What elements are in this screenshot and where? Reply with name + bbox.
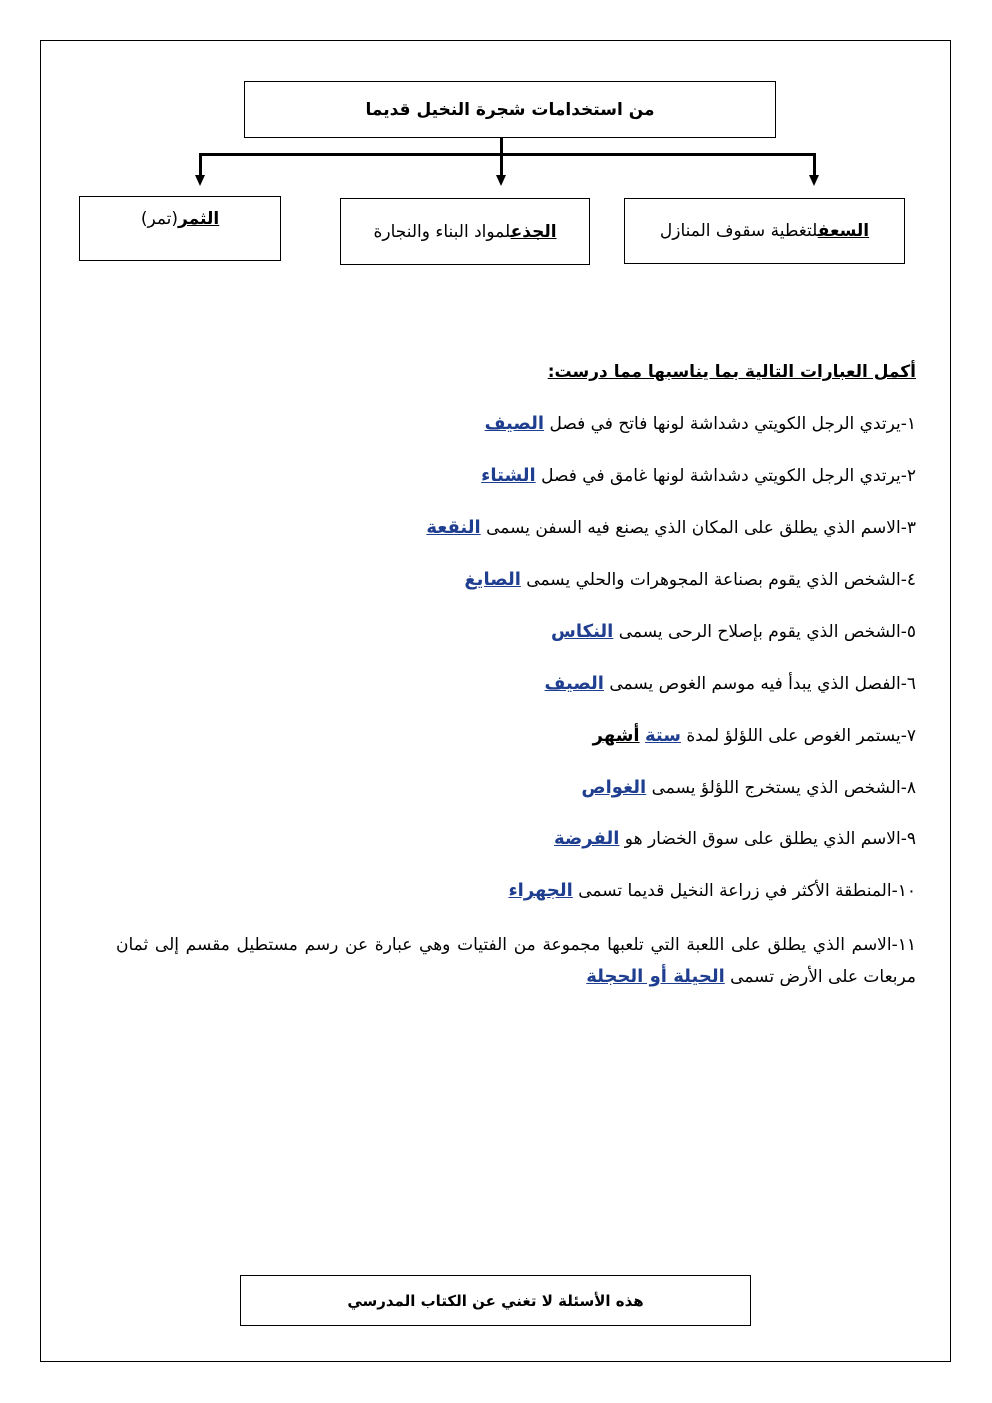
exercise-heading: أكمل العبارات التالية بما يناسبها مما درست: [547, 362, 916, 382]
footer-note: هذه الأسئلة لا تغني عن الكتاب المدرسي [347, 1291, 644, 1310]
use-text: لمواد البناء والنجارة [373, 221, 511, 242]
question-answer: الغواص [581, 777, 647, 798]
question-answer: النقعة [426, 517, 481, 538]
question-8 [581, 777, 916, 798]
use-keyword: الجذع [510, 221, 557, 242]
question-10 [508, 880, 916, 901]
arrow-mid-icon [496, 175, 506, 186]
connector-right [813, 153, 816, 175]
use-box-trunk [340, 198, 590, 265]
diagram-title: من استخدامات شجرة النخيل قديما [365, 99, 655, 120]
footer-note-box [240, 1275, 751, 1326]
question-answer-2: أشهر [592, 725, 640, 746]
question-answer: الحيلة أو الحجلة [586, 966, 725, 987]
question-text: ٨-الشخص الذي يستخرج اللؤلؤ يسمى [646, 778, 916, 798]
use-text: (تمر) [140, 209, 179, 229]
question-answer: الفرضة [554, 828, 620, 849]
connector-mid [500, 153, 503, 175]
question-9 [554, 828, 916, 849]
question-text: ١-يرتدي الرجل الكويتي دشداشة لونها فاتح في فصل [544, 414, 916, 434]
question-text: ٩-الاسم الذي يطلق على سوق الخضار هو [619, 829, 916, 849]
question-answer: الصيف [484, 413, 545, 434]
question-7 [593, 725, 916, 746]
connector-bar [199, 153, 816, 156]
connector-stem [500, 138, 503, 154]
question-text: ١١-الاسم الذي يطلق على اللعبة التي تلعبها مجموعة من الفتيات وهي عبارة عن رسم مستطيل مقسم إلى ثمان مربعات على الأرض تسمى [116, 935, 916, 987]
question-3 [426, 517, 916, 538]
question-answer: الجهراء [508, 880, 573, 901]
question-answer: ستة [645, 725, 681, 746]
question-text: ٧-يستمر الغوص على اللؤلؤ لمدة [680, 726, 916, 746]
question-text: ٦-الفصل الذي يبدأ فيه موسم الغوص يسمى [603, 674, 916, 694]
question-6 [545, 673, 916, 694]
question-text: ٣-الاسم الذي يطلق على المكان الذي يصنع فيه السفن يسمى [480, 518, 916, 538]
arrow-right-icon [809, 175, 819, 186]
question-5 [551, 621, 916, 642]
question-answer: النكاس [551, 621, 614, 642]
use-box-fruit [79, 196, 281, 261]
arrow-left-icon [195, 175, 205, 186]
question-text: ١٠-المنطقة الأكثر في زراعة النخيل قديما تسمى [572, 881, 916, 901]
use-text: لتغطية سقوف المنازل [659, 221, 818, 241]
question-text: ٤-الشخص الذي يقوم بصناعة المجوهرات والحلي يسمى [520, 570, 916, 590]
question-text: ٢-يرتدي الرجل الكويتي دشداشة لونها غامق في فصل [535, 466, 916, 486]
connector-left [199, 153, 202, 175]
diagram-title-box [244, 81, 776, 138]
question-answer: الصايغ [464, 569, 521, 590]
question-11 [116, 929, 916, 993]
question-4 [464, 569, 916, 590]
question-1 [485, 413, 916, 434]
use-keyword: السعف [817, 221, 870, 241]
use-box-fronds [624, 198, 905, 264]
question-2 [481, 465, 916, 486]
question-answer: الصيف [544, 673, 604, 694]
use-keyword: الثمر [178, 209, 220, 229]
question-answer: الشتاء [481, 465, 536, 486]
question-text: ٥-الشخص الذي يقوم بإصلاح الرحى يسمى [613, 622, 916, 642]
